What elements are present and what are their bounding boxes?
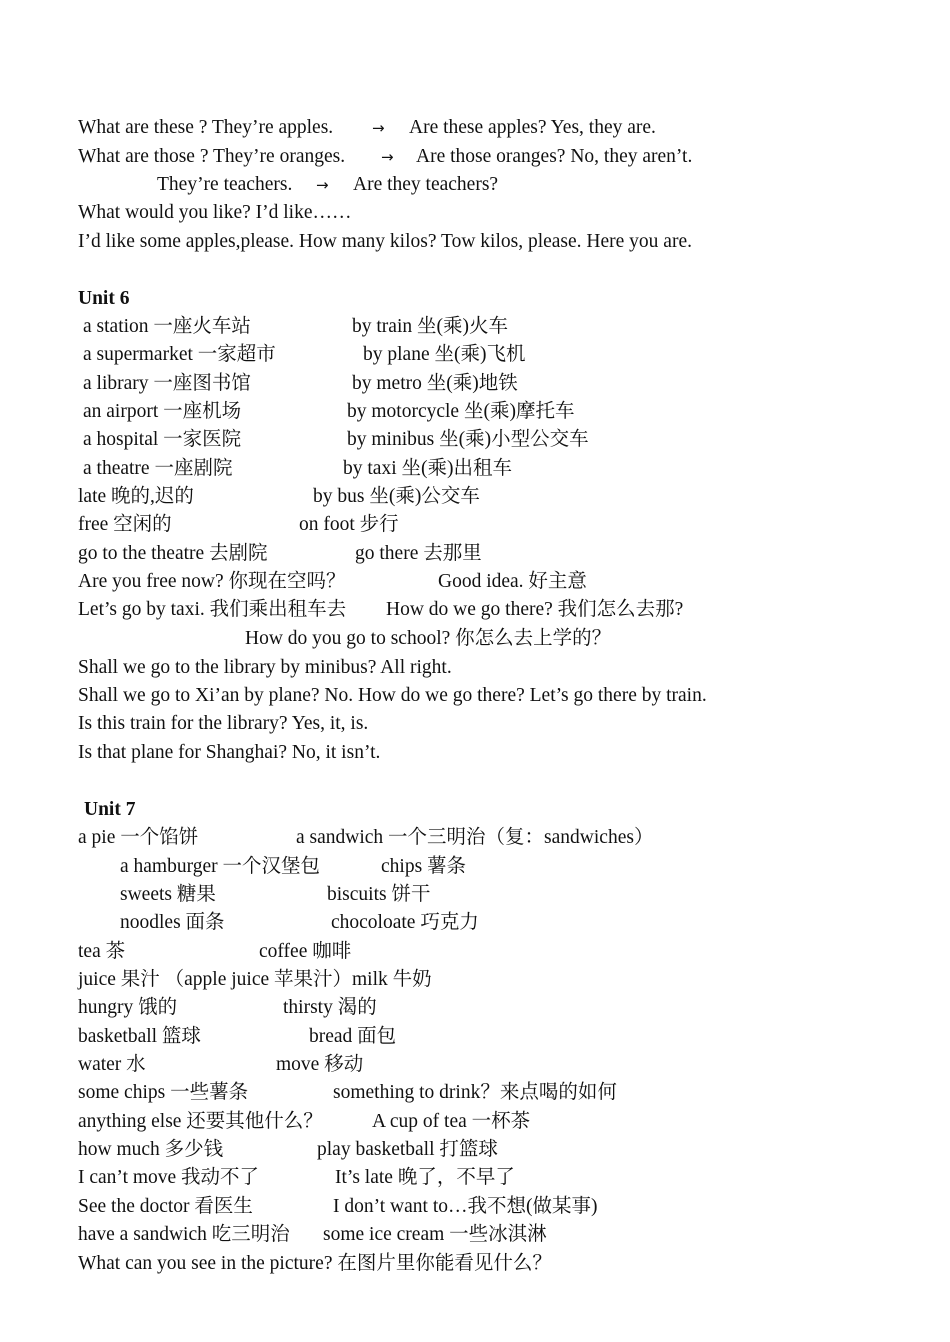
unit6-sentence: Shall we go to Xi’an by plane? No. How do we go there? Let’s go there by train. — [78, 685, 707, 706]
dialogue-3-question: They’re teachers. — [157, 174, 293, 195]
vocab-left: water 水 — [78, 1054, 146, 1075]
vocab-left: hungry 饿的 — [78, 997, 178, 1018]
vocab-left: a hamburger 一个汉堡包 — [120, 856, 321, 877]
vocab-right: bread 面包 — [309, 1026, 397, 1047]
vocab-left: a library 一座图书馆 — [83, 373, 251, 394]
vocab-left: anything else 还要其他什么？ — [78, 1111, 323, 1132]
vocab-left: have a sandwich 吃三明治 — [78, 1224, 290, 1245]
unit6-sentence: Shall we go to the library by minibus? All right. — [78, 657, 452, 678]
vocab-right: I don’t want to…我不想(做某事) — [333, 1196, 598, 1217]
vocab-left: tea 茶 — [78, 941, 126, 962]
dialogue-3-answer: Are they teachers? — [353, 174, 499, 195]
vocab-left: go to the theatre 去剧院 — [78, 543, 268, 564]
vocab-right: by motorcycle 坐(乘)摩托车 — [347, 401, 575, 422]
vocab-left: basketball 篮球 — [78, 1026, 201, 1047]
vocab-left: I can’t move 我动不了 — [78, 1167, 260, 1188]
vocab-left: an airport 一座机场 — [83, 401, 242, 422]
vocab-right: by plane 坐(乘)飞机 — [363, 344, 526, 365]
vocab-right: go there 去那里 — [355, 543, 482, 564]
dialogue-2-answer: Are those oranges? No, they aren’t. — [416, 146, 693, 167]
vocab-left: late 晚的,迟的 — [78, 486, 194, 507]
vocab-right: chocoloate 巧克力 — [331, 912, 479, 933]
vocab-left: juice 果汁 （apple juice 苹果汁）milk 牛奶 — [78, 969, 432, 990]
dialogue-1-answer: Are these apples? Yes, they are. — [409, 117, 656, 138]
unit-6-heading: Unit 6 — [78, 288, 130, 309]
vocab-right: by minibus 坐(乘)小型公交车 — [347, 429, 589, 450]
vocab-left: a supermarket 一家超市 — [83, 344, 276, 365]
unit6-sentence: Is this train for the library? Yes, it, is. — [78, 713, 369, 734]
unit6-sentence: Is that plane for Shanghai? No, it isn’t. — [78, 742, 381, 763]
vocab-left: Are you free now? 你现在空吗？ — [78, 571, 346, 592]
vocab-right: biscuits 饼干 — [327, 884, 431, 905]
arrow-icon: → — [316, 176, 329, 194]
vocab-right: thirsty 渴的 — [283, 997, 377, 1018]
school-question: How do you go to school? 你怎么去上学的？ — [245, 628, 612, 649]
vocab-right: Good idea. 好主意 — [438, 571, 587, 592]
vocab-right: something to drink？来点喝的如何 — [333, 1082, 617, 1103]
vocab-right: by train 坐(乘)火车 — [352, 316, 508, 337]
vocab-right: by taxi 坐(乘)出租车 — [343, 458, 512, 479]
vocab-right: by metro 坐(乘)地铁 — [352, 373, 518, 394]
vocab-left: a hospital 一家医院 — [83, 429, 242, 450]
vocab-left: a station 一座火车站 — [83, 316, 251, 337]
vocab-right: some ice cream 一些冰淇淋 — [323, 1224, 547, 1245]
vocab-right: chips 薯条 — [381, 856, 467, 877]
vocab-right: a sandwich 一个三明治（复：sandwiches） — [296, 827, 654, 848]
unit-7-heading: Unit 7 — [84, 799, 136, 820]
vocab-right: It’s late 晚了，不早了 — [335, 1167, 515, 1188]
vocab-left: a theatre 一座剧院 — [83, 458, 233, 479]
arrow-icon: → — [372, 119, 385, 137]
dialogue-line-4: What would you like? I’d like…… — [78, 202, 352, 223]
vocab-left: some chips 一些薯条 — [78, 1082, 249, 1103]
vocab-left: sweets 糖果 — [120, 884, 216, 905]
vocab-right: move 移动 — [276, 1054, 364, 1075]
vocab-left: See the doctor 看医生 — [78, 1196, 253, 1217]
unit7-last-line: What can you see in the picture? 在图片里你能看见什么？ — [78, 1253, 552, 1274]
vocab-right: How do we go there? 我们怎么去那? — [386, 599, 684, 620]
vocab-right: on foot 步行 — [299, 514, 399, 535]
vocab-left: free 空闲的 — [78, 514, 172, 535]
dialogue-line-5: I’d like some apples,please. How many kilos? Tow kilos, please. Here you are. — [78, 231, 692, 252]
vocab-left: how much 多少钱 — [78, 1139, 224, 1160]
vocab-right: by bus 坐(乘)公交车 — [313, 486, 480, 507]
vocab-left: Let’s go by taxi. 我们乘出租车去 — [78, 599, 347, 620]
dialogue-2-question: What are those ? They’re oranges. — [78, 146, 346, 167]
arrow-icon: → — [381, 148, 394, 166]
vocab-left: a pie 一个馅饼 — [78, 827, 199, 848]
vocab-left: noodles 面条 — [120, 912, 225, 933]
vocab-right: coffee 咖啡 — [259, 941, 352, 962]
vocab-right: A cup of tea 一杯茶 — [372, 1111, 531, 1132]
vocab-right: play basketball 打篮球 — [317, 1139, 498, 1160]
dialogue-1-question: What are these ? They’re apples. — [78, 117, 334, 138]
